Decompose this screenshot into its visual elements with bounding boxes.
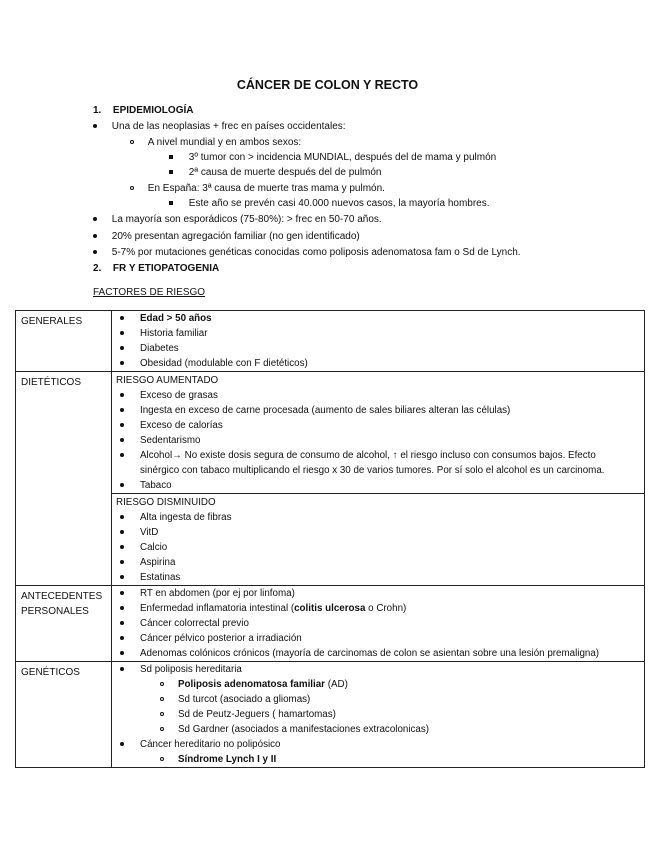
list-item: Síndrome Lynch I y II xyxy=(116,752,642,767)
list-item: Obesidad (modulable con F dietéticos) xyxy=(116,356,642,371)
list-item: Sd turcot (asociado a gliomas) xyxy=(116,692,642,707)
section-1-number: 1. xyxy=(93,105,102,116)
list-item: Enfermedad inflamatoria intestinal (colitis ulcerosa o Crohn) xyxy=(116,601,642,616)
epi-bullet-3-text: 20% presentan agregación familiar (no gen identificado) xyxy=(111,231,360,242)
section-2-number: 2. xyxy=(93,263,102,274)
list-item: Edad > 50 años xyxy=(116,311,642,326)
epi-bullet-1-text: Una de las neoplasias + frec en países occidentales: xyxy=(111,121,346,132)
bullet-icon xyxy=(120,606,124,610)
arrow-up-icon: ↑ xyxy=(392,450,398,461)
bullet-icon xyxy=(93,250,97,254)
content-cell xyxy=(112,494,645,586)
risk-up-heading: RIESGO AUMENTADO xyxy=(116,375,219,386)
epi-bullet-2-text: La mayoría son esporádicos (75-80%): > frec en 50-70 años. xyxy=(111,214,382,225)
table-row-generales xyxy=(16,311,645,372)
content-cell xyxy=(112,311,645,372)
epi-bullet-1a1-text: 3º tumor con > incidencia MUNDIAL, después del de mama y pulmón xyxy=(188,152,497,163)
category-label: PERSONALES xyxy=(21,606,89,617)
circle-bullet-icon xyxy=(160,757,164,761)
circle-bullet-icon xyxy=(160,682,164,686)
list-item: Exceso de grasas xyxy=(116,388,642,403)
category-label: GENÉTICOS xyxy=(21,667,80,678)
category-label: ANTECEDENTES xyxy=(21,591,103,602)
list-item: RT en abdomen (por ej por linfoma) xyxy=(116,586,642,601)
list-item: Sd de Peutz-Jeguers ( hamartomas) xyxy=(116,707,642,722)
square-bullet-icon xyxy=(169,155,173,159)
bullet-icon xyxy=(93,124,97,128)
content-cell xyxy=(112,372,645,494)
list-item: Calcio xyxy=(116,540,642,555)
bullet-icon xyxy=(120,438,124,442)
section-1-heading xyxy=(93,105,193,116)
bullet-icon xyxy=(120,483,124,487)
list-item-alcohol: Alcohol→ No existe dosis segura de consumo de alcohol, ↑ el riesgo incluso con consumos bajos. Efecto xyxy=(116,448,642,463)
epi-bullet-4-text: 5-7% por mutaciones genéticas conocidas como poliposis adenomatosa fam o Sd de Lynch. xyxy=(111,247,521,258)
list-item: Adenomas colónicos crónicos (mayoría de carcinomas de colon se asientan sobre una lesión premaligna) xyxy=(116,646,642,661)
list-item-continuation: sinérgico con tabaco multiplicando el riesgo x 30 de varios tumores. Por sí solo el alcohol es un carcinoma. xyxy=(140,465,605,476)
section-1-title: EPIDEMIOLOGÍA xyxy=(112,105,194,116)
bullet-icon xyxy=(120,316,124,320)
table-row-geneticos xyxy=(16,662,645,768)
category-label: DIETÉTICOS xyxy=(21,377,82,388)
epi-bullet-2 xyxy=(93,214,382,225)
bullet-icon xyxy=(93,234,97,238)
bullet-icon xyxy=(120,560,124,564)
bullet-icon xyxy=(120,651,124,655)
epi-bullet-1a1 xyxy=(169,152,496,163)
bullet-icon xyxy=(120,515,124,519)
bullet-icon xyxy=(120,667,124,671)
bullet-icon xyxy=(120,591,124,595)
list-item: Estatinas xyxy=(116,570,642,585)
list-item: Alta ingesta de fibras xyxy=(116,510,642,525)
bullet-icon xyxy=(120,453,124,457)
circle-bullet-icon xyxy=(160,697,164,701)
bullet-icon xyxy=(120,621,124,625)
section-2-heading xyxy=(93,263,219,274)
content-cell xyxy=(112,662,645,768)
epi-bullet-1a2 xyxy=(169,167,382,178)
table-row-antecedentes xyxy=(16,586,645,662)
list-item: VitD xyxy=(116,525,642,540)
list-item: Sedentarismo xyxy=(116,433,642,448)
category-cell xyxy=(16,586,112,662)
bullet-icon xyxy=(120,361,124,365)
bullet-icon xyxy=(120,423,124,427)
circle-bullet-icon xyxy=(160,712,164,716)
bullet-icon xyxy=(120,331,124,335)
square-bullet-icon xyxy=(169,170,173,174)
list-item: Sd Gardner (asociados a manifestaciones extracolonicas) xyxy=(116,722,642,737)
epi-bullet-4 xyxy=(93,247,521,258)
list-item: Cáncer colorrectal previo xyxy=(116,616,642,631)
circle-bullet-icon xyxy=(130,186,134,190)
list-item: Cáncer hereditario no polipósico xyxy=(116,737,642,752)
risk-down-heading: RIESGO DISMINUIDO xyxy=(116,497,216,508)
circle-bullet-icon xyxy=(160,727,164,731)
list-item: Aspirina xyxy=(116,555,642,570)
bullet-icon xyxy=(120,346,124,350)
epi-bullet-1a xyxy=(130,137,301,148)
content-cell xyxy=(112,586,645,662)
epi-bullet-3 xyxy=(93,231,360,242)
document-title: CÁNCER DE COLON Y RECTO xyxy=(236,78,419,92)
bullet-icon xyxy=(120,545,124,549)
risk-factors-heading: FACTORES DE RIESGO xyxy=(93,287,206,298)
list-item: Poliposis adenomatosa familiar (AD) xyxy=(116,677,642,692)
epi-bullet-1b xyxy=(130,183,385,194)
bullet-icon xyxy=(120,530,124,534)
epi-bullet-1 xyxy=(93,121,346,132)
bullet-icon xyxy=(120,393,124,397)
list-item: Diabetes xyxy=(116,341,642,356)
list-item: Sd poliposis hereditaria xyxy=(116,662,642,677)
table-row-dieteticos xyxy=(16,372,645,494)
bullet-icon xyxy=(120,408,124,412)
epi-bullet-1a-text: A nivel mundial y en ambos sexos: xyxy=(147,137,302,148)
bullet-icon xyxy=(120,575,124,579)
category-cell xyxy=(16,372,112,586)
circle-bullet-icon xyxy=(130,140,134,144)
bullet-icon xyxy=(120,636,124,640)
bullet-icon xyxy=(93,217,97,221)
list-item: Tabaco xyxy=(116,478,642,493)
list-item: Cáncer pélvico posterior a irradiación xyxy=(116,631,642,646)
epi-bullet-1b-text: En España: 3ª causa de muerte tras mama y pulmón. xyxy=(147,183,385,194)
list-item: Exceso de calorías xyxy=(116,418,642,433)
list-item: Ingesta en exceso de carne procesada (aumento de sales biliares alteran las células) xyxy=(116,403,642,418)
category-label: GENERALES xyxy=(21,316,83,327)
list-item: Historia familiar xyxy=(116,326,642,341)
section-2-title: FR Y ETIOPATOGENIA xyxy=(112,263,220,274)
category-cell xyxy=(16,662,112,768)
bullet-icon xyxy=(120,742,124,746)
square-bullet-icon xyxy=(169,201,173,205)
epi-bullet-1b1 xyxy=(169,198,490,209)
epi-bullet-1a2-text: 2ª causa de muerte después del de pulmón xyxy=(188,167,382,178)
category-cell xyxy=(16,311,112,372)
epi-bullet-1b1-text: Este año se prevén casi 40.000 nuevos casos, la mayoría hombres. xyxy=(188,198,490,209)
risk-factors-table xyxy=(15,310,645,768)
